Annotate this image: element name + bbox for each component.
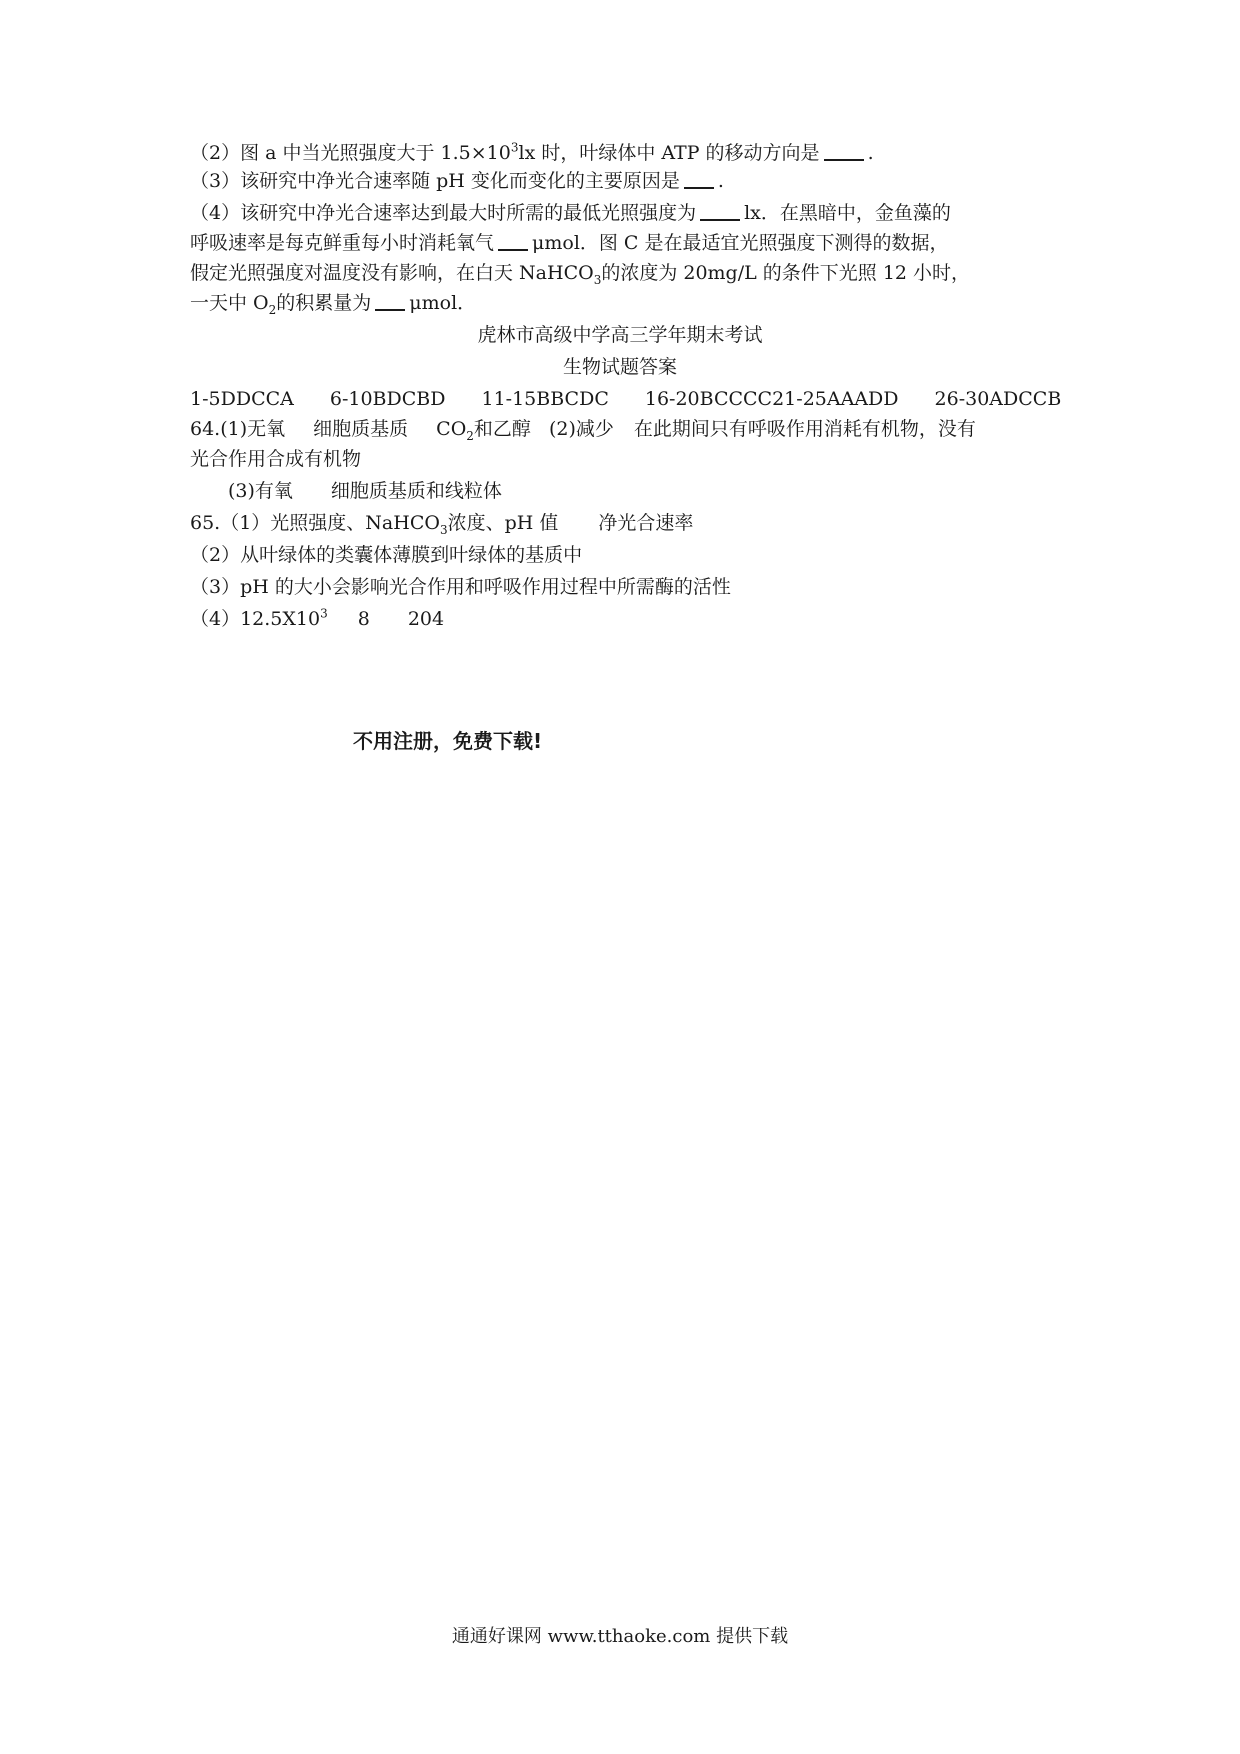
answer-part: 细胞质基质 <box>313 418 409 440</box>
answer-blank <box>700 201 740 221</box>
question-4-text: 一天中 O <box>190 292 269 314</box>
answer-part: 浓度、pH 值 <box>447 512 559 534</box>
question-3 <box>190 168 724 194</box>
question-4-text: 呼吸速率是每克鲜重每小时消耗氧气 <box>190 232 495 254</box>
answer-blank <box>375 291 405 311</box>
subscript: 2 <box>268 302 277 317</box>
answer-64-line-3 <box>228 478 502 504</box>
question-4-line-1 <box>190 200 951 226</box>
answer-part: 细胞质基质和线粒体 <box>330 480 502 502</box>
question-2-text: （2）图 a 中当光照强度大于 1.5×10 <box>190 142 511 164</box>
subscript: 3 <box>593 272 602 287</box>
question-4-text-cont: μmol．图 C 是在最适宜光照强度下测得的数据， <box>532 232 949 254</box>
mc-answer-group: 6-10BDCBD <box>329 388 446 410</box>
punctuation: . <box>717 170 724 192</box>
mc-answer-group: 1-5DDCCA <box>190 388 294 410</box>
answer-part: 净光合速率 <box>598 512 694 534</box>
subscript: 3 <box>439 522 448 537</box>
answer-blank <box>824 141 864 161</box>
punctuation: . <box>867 142 874 164</box>
answer-65-line-2: （2）从叶绿体的类囊体薄膜到叶绿体的基质中 <box>190 544 583 566</box>
answer-part: (2)减少 <box>548 418 614 440</box>
question-4-line-3 <box>190 260 970 286</box>
answer-part: 和乙醇 <box>473 418 531 440</box>
question-2-text-cont: lx 时，叶绿体中 ATP 的移动方向是 <box>518 142 820 164</box>
question-4-line-4 <box>190 290 476 316</box>
answer-part: 204 <box>407 608 445 630</box>
page-footer: 通通好课网 www.tthaoke.com 提供下载 <box>451 1626 789 1647</box>
answer-65-line-3: （3）pH 的大小会影响光合作用和呼吸作用过程中所需酶的活性 <box>190 576 731 598</box>
answer-part: 64.(1)无氧 <box>190 418 286 440</box>
multiple-choice-answers <box>190 386 1061 412</box>
superscript: 3 <box>320 606 328 621</box>
question-4-text: （4）该研究中净光合速率达到最大时所需的最低光照强度为 <box>190 202 697 224</box>
promo-text: 不用注册，免费下载! <box>353 729 543 753</box>
answer-65-line-4 <box>190 606 444 632</box>
answer-part: (3)有氧 <box>228 480 293 502</box>
mc-answer-group: 16-20BCCCC21-25AAADD <box>644 388 899 410</box>
answer-part: 8 <box>357 608 370 630</box>
superscript: 3 <box>510 140 519 155</box>
exam-title: 虎林市高级中学高三学年期末考试 <box>477 324 763 346</box>
subscript: 2 <box>466 428 474 443</box>
question-4-line-2 <box>190 230 949 256</box>
answer-blank <box>684 169 714 189</box>
answer-64-line-2: 光合作用合成有机物 <box>190 448 362 470</box>
answer-part: CO <box>436 418 467 440</box>
answer-64-line-1 <box>190 416 976 442</box>
answer-part: （4）12.5X10 <box>190 608 321 630</box>
answer-part: 65.（1）光照强度、NaHCO <box>190 512 440 534</box>
question-2 <box>190 140 874 166</box>
answer-blank <box>498 231 528 251</box>
question-4-text: 假定光照强度对温度没有影响，在白天 NaHCO <box>190 262 594 284</box>
answer-part: 在此期间只有呼吸作用消耗有机物，没有 <box>633 418 976 440</box>
mc-answer-group: 26-30ADCCB <box>934 388 1062 410</box>
answer-65-line-1 <box>190 510 693 536</box>
question-3-text: （3）该研究中净光合速率随 pH 变化而变化的主要原因是 <box>190 170 680 192</box>
question-4-text-mid: 的积累量为 <box>276 292 372 314</box>
mc-answer-group: 11-15BBCDC <box>481 388 609 410</box>
answer-title: 生物试题答案 <box>562 356 677 378</box>
question-4-text-cont: μmol． <box>409 292 477 314</box>
question-4-text-cont: 的浓度为 20mg/L 的条件下光照 12 小时， <box>601 262 971 284</box>
question-4-text-cont: lx．在黑暗中，金鱼藻的 <box>744 202 951 224</box>
